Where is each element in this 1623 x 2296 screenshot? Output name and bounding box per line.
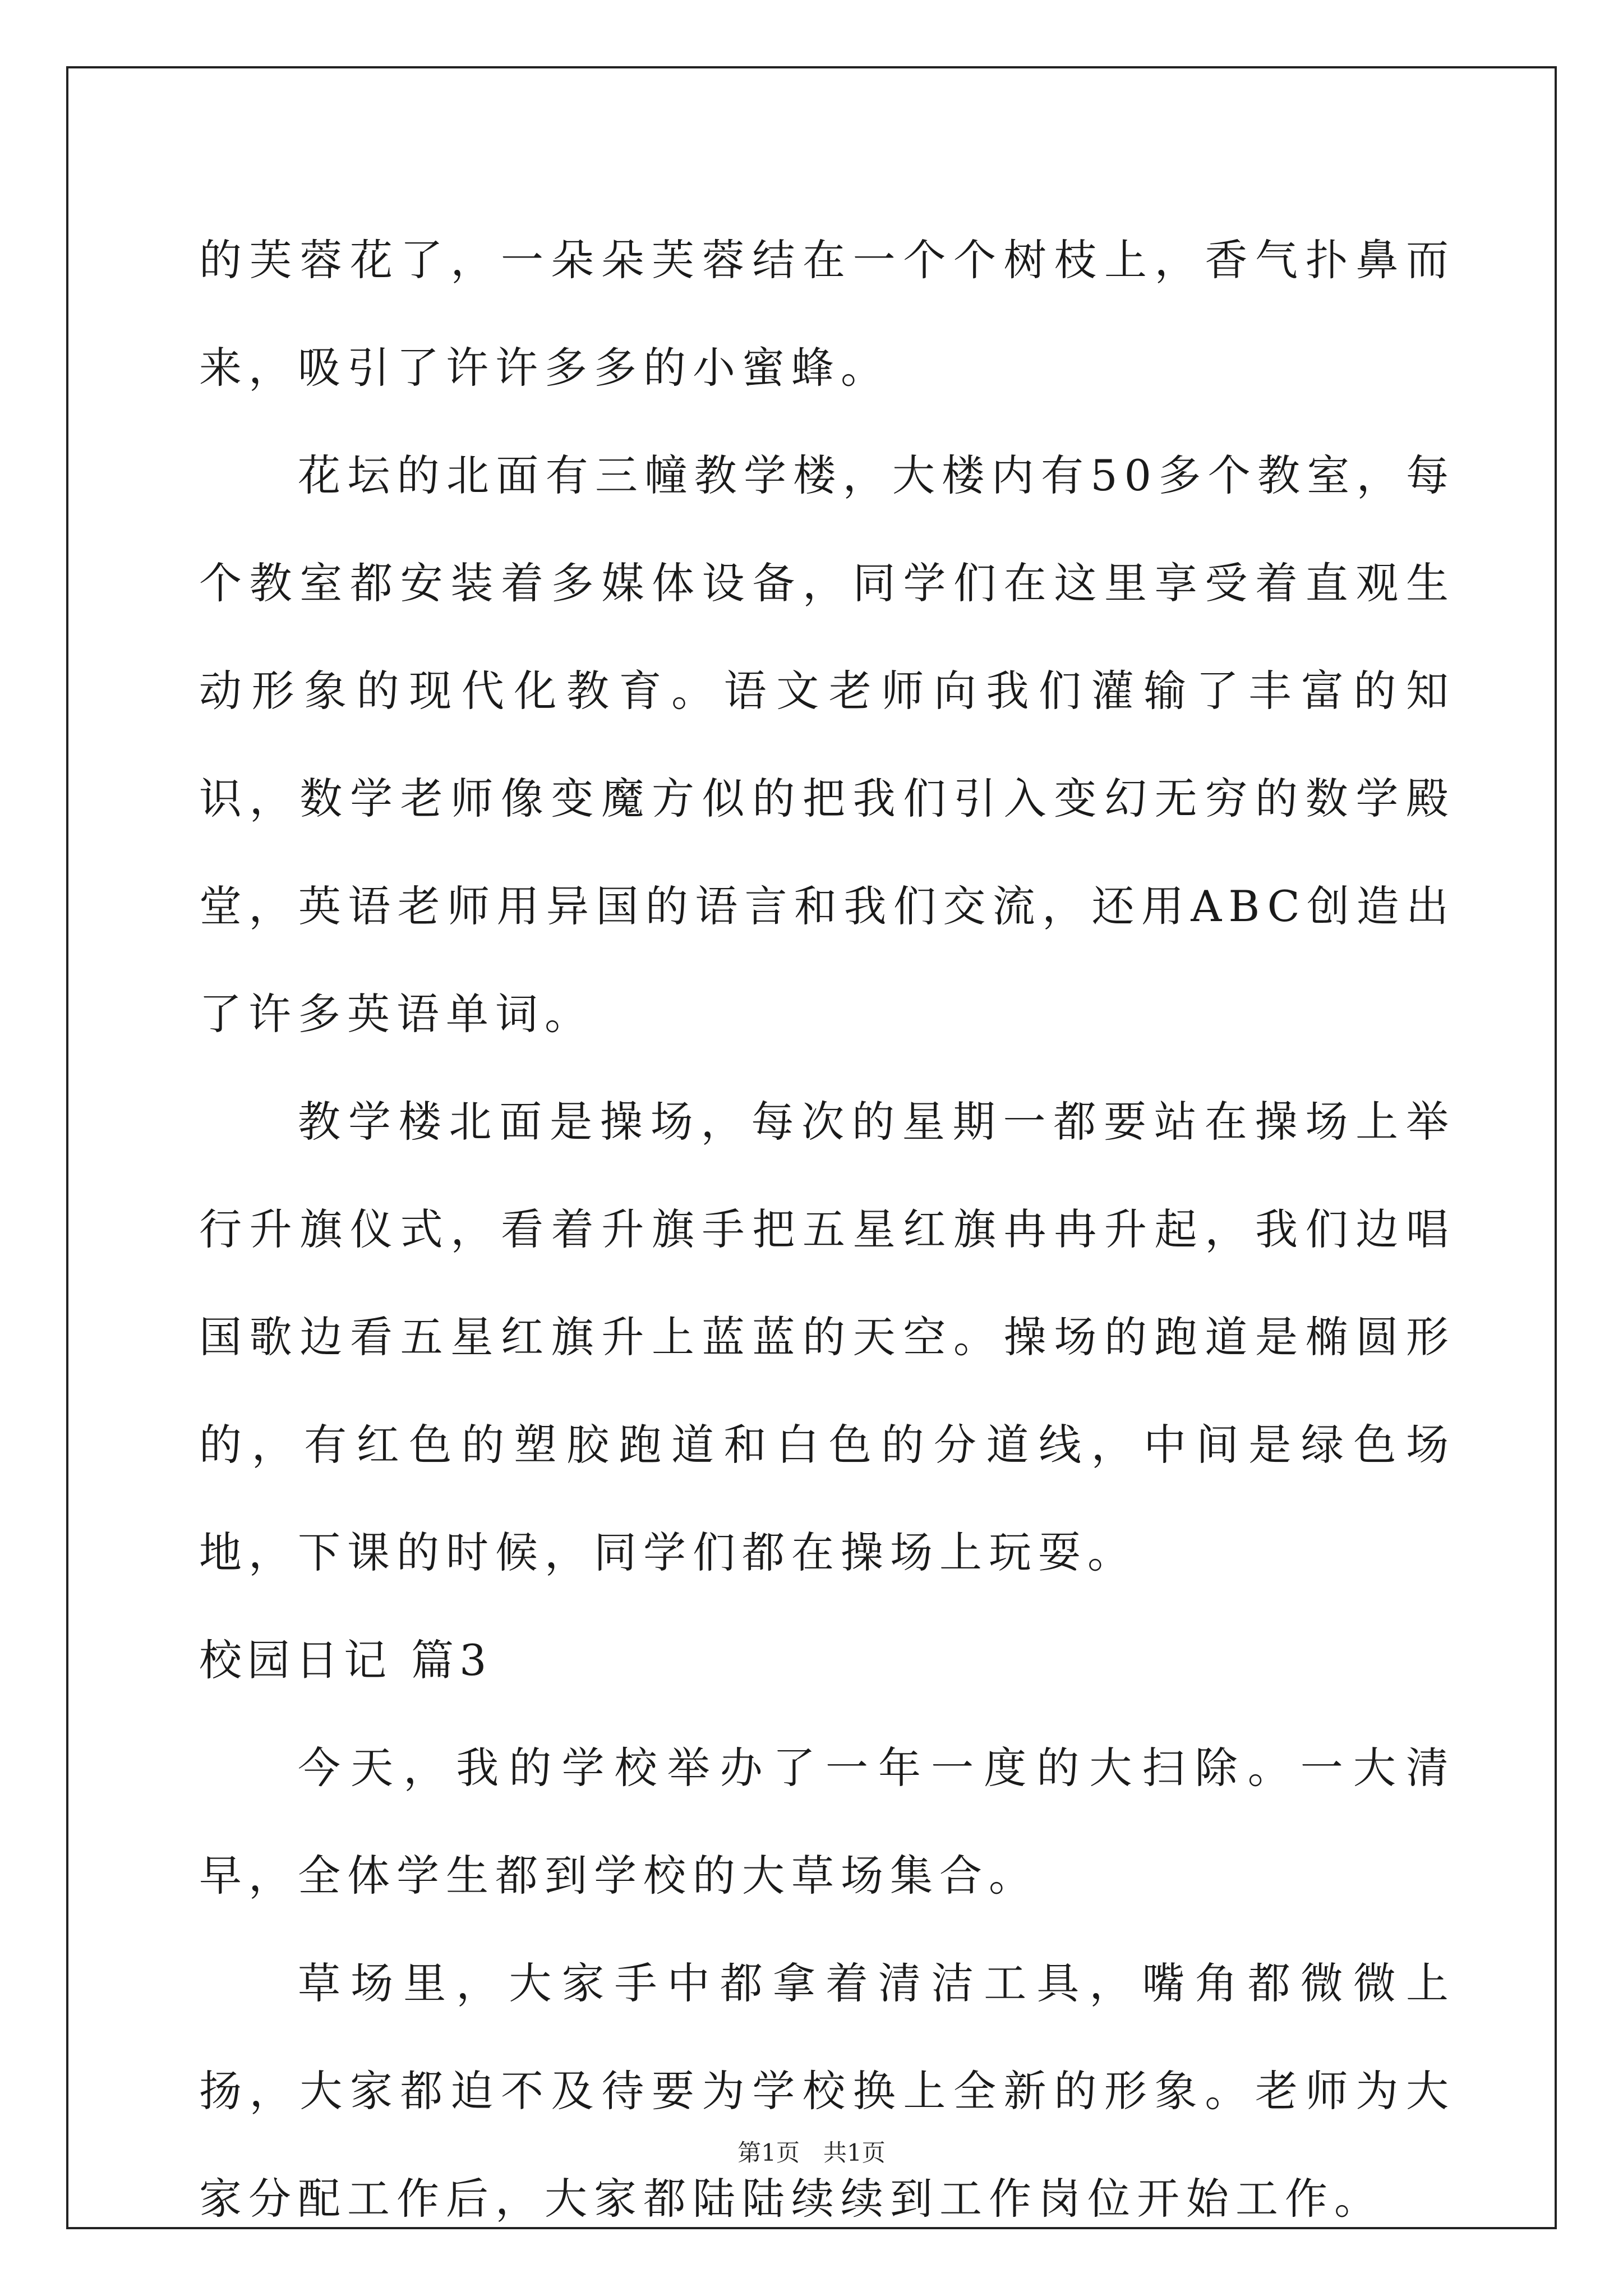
paragraph-cleanup-intro: 今天，我的学校举办了一年一度的大扫除。一大清早，全体学生都到学校的大草场集合。	[199, 1743, 1455, 1901]
paragraph-continuation: 的芙蓉花了，一朵朵芙蓉结在一个个树枝上，香气扑鼻而来，吸引了许许多多的小蜜蜂。	[199, 235, 1455, 393]
document-body	[199, 206, 1455, 2253]
paragraph-cleanup-work: 草场里，大家手中都拿着清洁工具，嘴角都微微上扬，大家都迫不及待要为学校换上全新的形象。老师为大家分配工作后，大家都陆陆续续到工作岗位开始工作。	[199, 1958, 1455, 2224]
page-footer: 第1页 共1页	[737, 2139, 886, 2166]
section-heading: 校园日记 篇3	[199, 1635, 492, 1685]
paragraph-teaching-building: 花坛的北面有三幢教学楼，大楼内有50多个教室，每个教室都安装着多媒体设备，同学们在这里享受着直观生动形象的现代化教育。语文老师向我们灌输了丰富的知识，数学老师像变魔方似的把我们引入变幻无穷的数学殿堂，英语老师用异国的语言和我们交流，还用ABC创造出了许多英语单词。	[199, 450, 1455, 1039]
paragraph-playground: 教学楼北面是操场，每次的星期一都要站在操场上举行升旗仪式，看着升旗手把五星红旗冉冉升起，我们边唱国歌边看五星红旗升上蓝蓝的天空。操场的跑道是椭圆形的，有红色的塑胶跑道和白色的分道线，中间是绿色场地，下课的时候，同学们都在操场上玩耍。	[199, 1097, 1455, 1577]
